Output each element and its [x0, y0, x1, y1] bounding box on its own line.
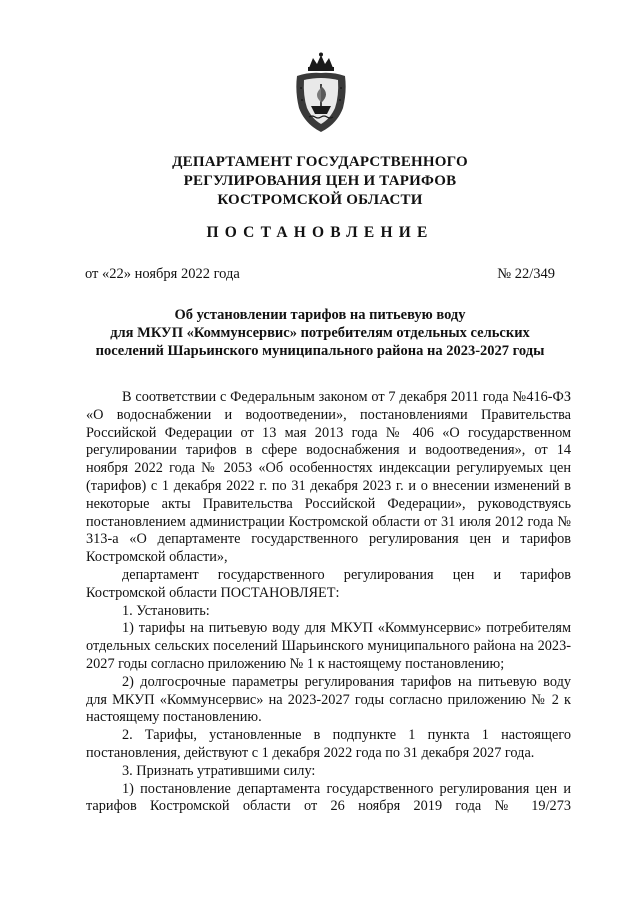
department-line: КОСТРОМСКОЙ ОБЛАСТИ [217, 192, 423, 208]
preamble-paragraph: В соответствии с Федеральным законом от 7 декабря 2011 года №416-ФЗ «О водоснабжении и водоотведении», постановлениями Правительства Российской Федерации от 13 мая 2013 года № 406 «О государственном регулировании тарифов в сфере водоснабжения и водоотведения», от 14 ноября 2022 года № 2053 «Об особенностях индексации регулируемых цен (тарифов) с 1 декабря 2022 г. по 31 декабря 2023 г. и о внесении изменений в некоторые акты Правительства Российской Федерации», руководствуясь постановлением администрации Костромской области от 31 июля 2012 года № 313-а «О департаменте государственного регулирования цен и тарифов Костромской области», [86, 389, 571, 566]
kostroma-coat-of-arms-icon [291, 52, 351, 134]
clause-1: 1. Установить: [122, 602, 210, 619]
department-line: ДЕПАРТАМЕНТ ГОСУДАРСТВЕННОГО [172, 154, 468, 170]
clause-3-1: 1) постановление департамента государственного регулирования цен и тарифов Костромской области от 26 ноября 2019 года № 19/273 [86, 780, 571, 815]
document-date: от «22» ноября 2022 года [85, 266, 240, 282]
document-number: № 22/349 [497, 266, 555, 282]
clause-1-1: 1) тарифы на питьевую воду для МКУП «Коммунсервис» потребителям отдельных сельских поселений Шарьинского муниципального района на 2023-2027 годы согласно приложению № 1 к настоящему постановлению; [86, 620, 571, 672]
document-type-heading: ПОСТАНОВЛЕНИЕ [206, 224, 434, 241]
title-line: Об установлении тарифов на питьевую воду [174, 307, 466, 323]
title-line: для МКУП «Коммунсервис» потребителям отдельных сельских [110, 325, 530, 341]
department-line: РЕГУЛИРОВАНИЯ ЦЕН И ТАРИФОВ [183, 173, 457, 189]
document-title [0, 306, 640, 360]
department-name [0, 153, 640, 210]
title-line: поселений Шарьинского муниципального района на 2023-2027 годы [95, 343, 545, 359]
clause-1-2: 2) долгосрочные параметры регулирования тарифов на питьевую воду для МКУП «Коммунсервис» на 2023-2027 годы согласно приложению № 2 к настоящему постановлению. [86, 673, 571, 726]
clause-2: 2. Тарифы, установленные в подпункте 1 пункта 1 настоящего постановления, действуют с 1 декабря 2022 года по 31 декабря 2027 года. [86, 727, 571, 761]
document-body [86, 389, 571, 816]
clause-3: 3. Признать утратившими силу: [122, 762, 316, 779]
resolves-paragraph: департамент государственного регулирования цен и тарифов Костромской области ПОСТАНОВЛЯЕТ: [86, 566, 571, 601]
